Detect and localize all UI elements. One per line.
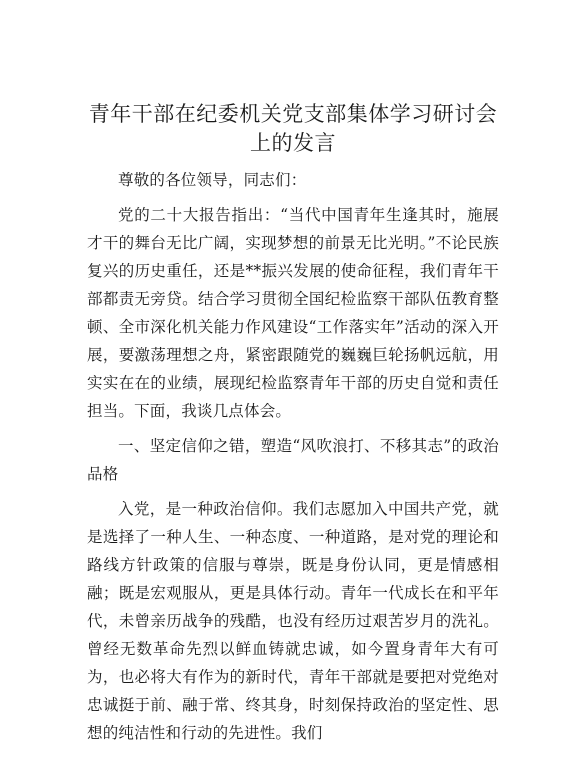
section-heading: 一、坚定信仰之错，塑造“风吹浪打、不移其志”的政治品格 <box>87 437 499 483</box>
intro-paragraph: 党的二十大报告指出：“当代中国青年生逢其时，施展才干的舞台无比广阔，实现梦想的前景无比光明。”不论民族复兴的历史重任，还是**振兴发展的使命征程，我们青年干部都责无旁贷。结合学习贯彻全国纪检监察干部队伍教育整顿、全市深化机关能力作风建设“工作落实年”活动的深入开展，要激荡理想之舟，紧密跟随党的巍巍巨轮扬帆远航，用实实在在的业绩，展现纪检监察青年干部的历史自觉和责任担当。下面，我谈几点体会。 <box>87 206 499 420</box>
document-body <box>87 166 499 754</box>
salutation: 尊敬的各位领导，同志们： <box>118 171 307 189</box>
document-title: 青年干部在纪委机关党支部集体学习研讨会上的发言 <box>88 102 498 155</box>
section-paragraph: 入党，是一种政治信仰。我们志愿加入中国共产党，就是选择了一种人生、一种态度、一种道路，是对党的理论和路线方针政策的信服与尊崇，既是身份认同，更是情感相融；既是宏观服从，更是具体行动。青年一代成长在和平年代，未曾亲历战争的残酷，也没有经历过艰苦岁月的洗礼。曾经无数革命先烈以鲜血铸就忠诚，如今置身青年大有可为，也必将大有作为的新时代，青年干部就是要把对党绝对忠诚挺于前、融于常、终其身，时刻保持政治的坚定性、思想的纯洁性和行动的先进性。我们 <box>87 500 499 742</box>
